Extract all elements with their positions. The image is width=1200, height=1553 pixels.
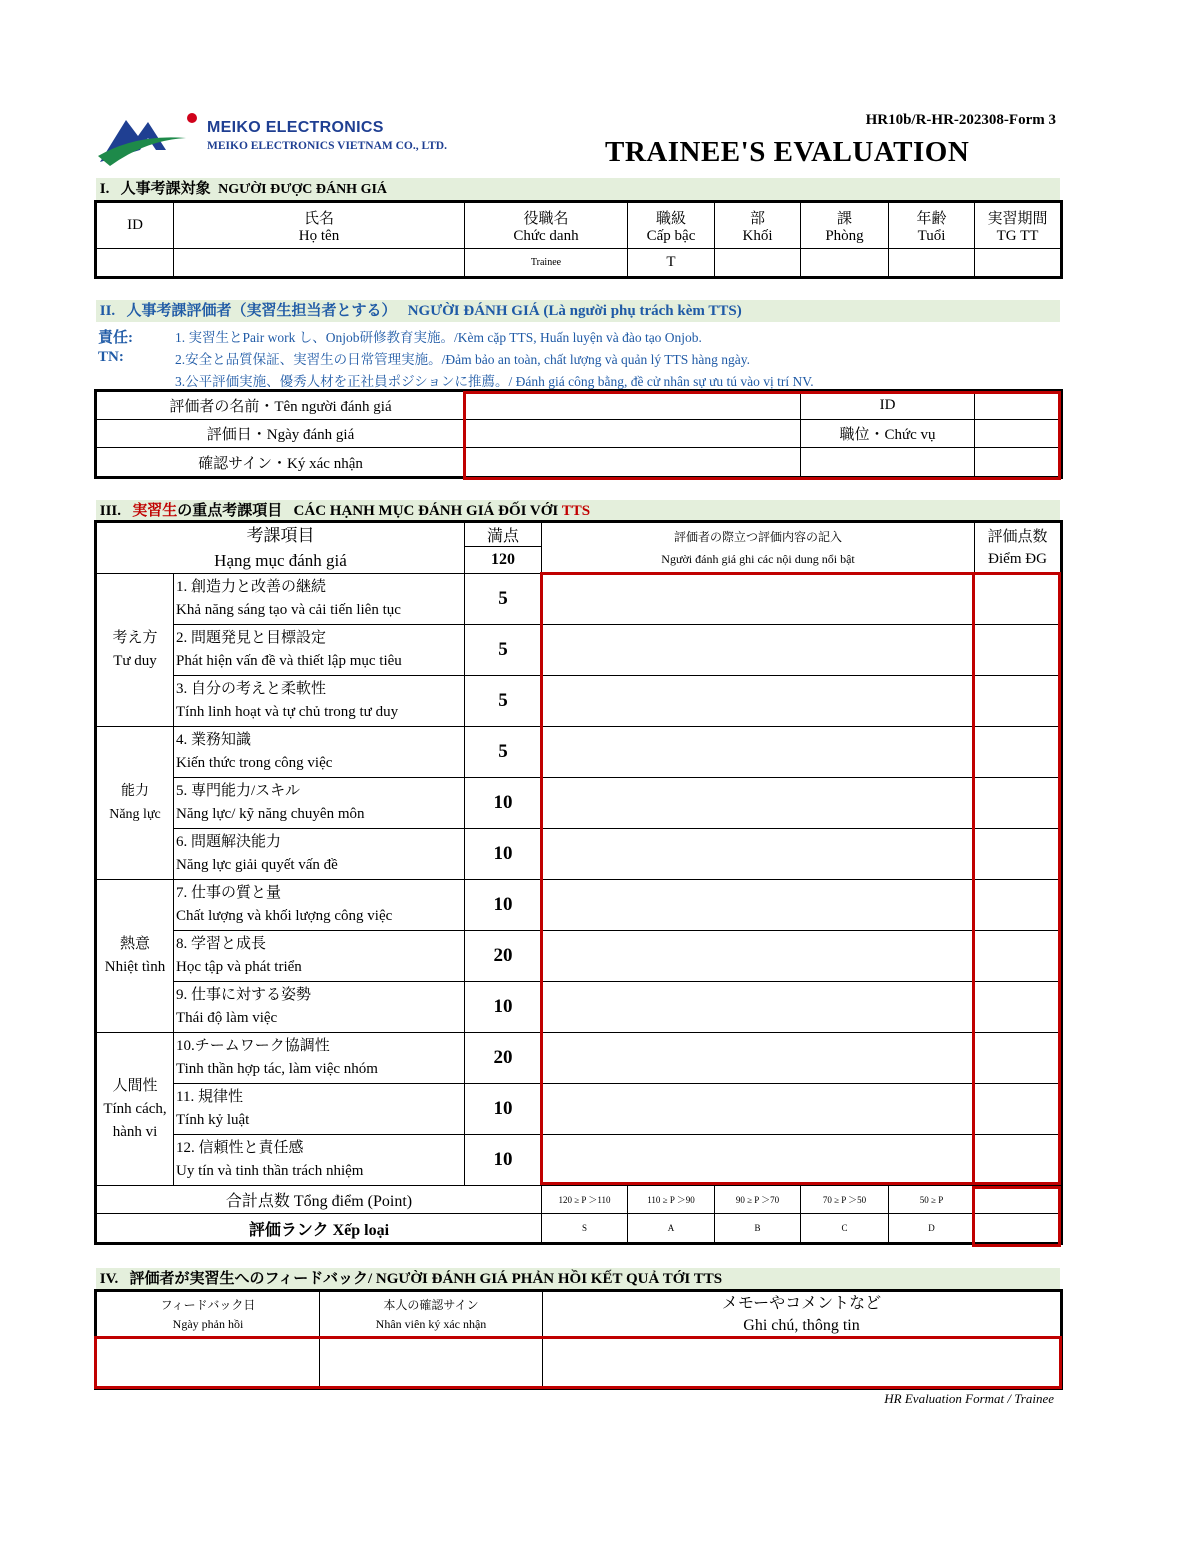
criterion-12: 12. 信頼性と責任感 Uy tín và tinh thần trách nhiệm [174,1135,465,1186]
section-3-number: III. [99,503,122,519]
duty-2: 2.安全と品質保証、実習生の日常管理実施。/Đảm bảo an toàn, chất lượng và quản lý TTS hàng ngày. [175,352,751,367]
duty-1: 1. 実習生とPair work し、Onjob研修教育実施。/Kèm cặp TTS, Huấn luyện và đào tạo Onjob. [175,330,702,345]
rank-label: 評価ランク Xếp loại [97,1214,542,1243]
criterion-12-max: 10 [465,1135,542,1186]
criterion-3-score[interactable] [975,676,1061,727]
criterion-2: 2. 問題発見と目標設定 Phát hiện vấn đề và thiết lập mục tiêu [174,625,465,676]
criterion-8-comment[interactable] [542,931,975,982]
page-title: TRAINEE'S EVALUATION [605,136,970,168]
col-age: 年齢 Tuổi [889,203,975,249]
section-3-title-vn-red: TTS [561,503,591,519]
criterion-8-max: 20 [465,931,542,982]
evaluator-position-label: 職位・Chức vụ [801,420,975,448]
criterion-2-score[interactable] [975,625,1061,676]
col-name: 氏名 Họ tên [174,203,465,249]
criterion-10: 10.チームワーク協調性 Tinh thần hợp tác, làm việc nhóm [174,1033,465,1084]
criterion-6-max: 10 [465,829,542,880]
footer-note: HR Evaluation Format / Trainee [884,1391,1054,1406]
criterion-4: 4. 業務知識 Kiến thức trong công việc [174,727,465,778]
cell-name-value[interactable] [174,249,465,277]
criterion-7-max: 10 [465,880,542,931]
cell-age-value[interactable] [889,249,975,277]
criterion-1: 1. 創造力と改善の継続 Khả năng sáng tạo và cải tiến liên tục [174,574,465,625]
notes-input[interactable] [543,1338,1061,1388]
section-1-number: I. [99,181,110,197]
head-score: 評価点数 Điểm ĐG [975,523,1061,574]
cell-position-value: Trainee [465,249,628,277]
evaluator-extra-2[interactable] [975,448,1061,477]
range-a: 110 ≥ P ＞90 [628,1186,715,1214]
col-trainee-sign: 本人の確認サイン Nhân viên ký xác nhận [320,1292,543,1338]
section-1-title-vn: NGƯỜI ĐƯỢC ĐÁNH GIÁ [218,182,388,197]
evaluator-name-input[interactable] [465,392,801,420]
evaluation-date-label: 評価日・Ngày đánh giá [97,420,465,448]
evaluator-sign-input[interactable] [465,448,801,477]
section-3-title-jp: の重点考課項目 [177,503,283,519]
criterion-7: 7. 仕事の質と量 Chất lượng và khối lượng công việc [174,880,465,931]
criterion-1-comment[interactable] [542,574,975,625]
section-2-number: II. [99,303,116,319]
evaluator-table [96,391,1061,477]
col-id: ID [97,203,174,249]
range-d: 50 ≥ P [889,1186,975,1214]
criterion-11-comment[interactable] [542,1084,975,1135]
criterion-5-score[interactable] [975,778,1061,829]
total-label: 合計点数 Tổng điểm (Point) [97,1186,542,1214]
trainee-sign-input[interactable] [320,1338,543,1388]
criterion-7-score[interactable] [975,880,1061,931]
feedback-table [96,1291,1061,1388]
criterion-2-comment[interactable] [542,625,975,676]
criterion-10-max: 20 [465,1033,542,1084]
brand-name: MEIKO ELECTRONICS [207,119,384,136]
criterion-12-comment[interactable] [542,1135,975,1186]
criterion-8-score[interactable] [975,931,1061,982]
col-period: 実習期間 TG TT [975,203,1061,249]
head-item: 考課項目 Hạng mục đánh giá [97,523,465,574]
rank-s: S [542,1214,628,1243]
range-b: 90 ≥ P ＞70 [715,1186,801,1214]
section-3-title-vn: CÁC HẠNH MỤC ĐÁNH GIÁ ĐỐI VỚI [293,503,559,519]
criterion-5-max: 10 [465,778,542,829]
criterion-2-max: 5 [465,625,542,676]
evaluator-sign-label: 確認サイン・Ký xác nhận [97,448,465,477]
criterion-10-score[interactable] [975,1033,1061,1084]
total-score[interactable] [975,1186,1061,1214]
group-thinking: 考え方 Tư duy [97,574,174,727]
trainee-info-table [96,202,1061,277]
rank-d: D [889,1214,975,1243]
cell-department-value[interactable] [801,249,889,277]
criterion-9-score[interactable] [975,982,1061,1033]
criterion-9: 9. 仕事に対する姿勢 Thái độ làm việc [174,982,465,1033]
responsibility-label-vn: TN: [98,349,124,365]
evaluator-name-label: 評価者の名前・Tên người đánh giá [97,392,465,420]
criterion-3-comment[interactable] [542,676,975,727]
criterion-8: 8. 学習と成長 Học tập và phát triển [174,931,465,982]
criterion-11-max: 10 [465,1084,542,1135]
criterion-1-max: 5 [465,574,542,625]
group-ability: 能力 Năng lực [97,727,174,880]
section-2-title-vn: NGƯỜI ĐÁNH GIÁ (Là người phụ trách kèm TTS) [407,303,742,319]
evaluator-extra-1[interactable] [801,448,975,477]
col-position: 役職名 Chức danh [465,203,628,249]
section-4-header [96,1268,1060,1290]
evaluator-id-label: ID [801,392,975,420]
section-4-title-jp: 評価者が実習生へのフィードバック [129,1271,369,1287]
evaluation-date-input[interactable] [465,420,801,448]
rank-a: A [628,1214,715,1243]
evaluator-position-input[interactable] [975,420,1061,448]
responsibility-label-jp: 責任: [98,330,133,346]
range-s: 120 ≥ P ＞110 [542,1186,628,1214]
section-3-title-jp-red: 実習生 [132,503,178,519]
col-division: 部 Khối [715,203,801,249]
criterion-6-score[interactable] [975,829,1061,880]
cell-period-value[interactable] [975,249,1061,277]
evaluator-id-input[interactable] [975,392,1061,420]
criterion-4-max: 5 [465,727,542,778]
criterion-3-max: 5 [465,676,542,727]
criterion-5-comment[interactable] [542,778,975,829]
section-4-title-vn: / NGƯỜI ĐÁNH GIÁ PHẢN HỒI KẾT QUẢ TỚI TTS [368,1271,723,1287]
group-character: 人間性 Tính cách, hành vi [97,1033,174,1186]
feedback-date-input[interactable] [97,1338,320,1388]
criterion-12-score[interactable] [975,1135,1061,1186]
criterion-6: 6. 問題解決能力 Năng lực giải quyết vấn đề [174,829,465,880]
section-2-header [96,300,1060,322]
rank-b: B [715,1214,801,1243]
col-feedback-date: フィードバック日 Ngày phản hồi [97,1292,320,1338]
criterion-6-comment[interactable] [542,829,975,880]
section-1-header [96,178,1060,200]
section-2-title-jp: 人事考課評価者（実習生担当者とする） [126,303,397,319]
cell-id-value[interactable] [97,249,174,277]
meiko-logo-mark [96,110,206,170]
cell-division-value[interactable] [715,249,801,277]
criterion-5: 5. 専門能力/スキル Năng lực/ kỹ năng chuyên môn [174,778,465,829]
criterion-9-comment[interactable] [542,982,975,1033]
col-grade: 職級 Cấp bậc [628,203,715,249]
form-code: HR10b/R-HR-202308-Form 3 [865,112,1056,128]
criterion-3: 3. 自分の考えと柔軟性 Tính linh hoạt và tự chủ trong tư duy [174,676,465,727]
criterion-4-score[interactable] [975,727,1061,778]
criterion-11-score[interactable] [975,1084,1061,1135]
rank-c: C [801,1214,889,1243]
criterion-7-comment[interactable] [542,880,975,931]
section-3-header [96,500,1060,522]
cell-grade-value: T [628,249,715,277]
range-c: 70 ≥ P ＞50 [801,1186,889,1214]
criterion-1-score[interactable] [975,574,1061,625]
criterion-9-max: 10 [465,982,542,1033]
head-max-jp: 満点 [465,523,542,547]
group-enthusiasm: 熱意 Nhiệt tình [97,880,174,1033]
rank-result[interactable] [975,1214,1061,1243]
brand-subtitle: MEIKO ELECTRONICS VIETNAM CO., LTD. [207,140,447,152]
duty-3: 3.公平評価実施、優秀人材を正社員ポジションに推薦。/ Đánh giá công bằng, đề cử nhân sự ưu tú vào vị trí NV. [175,374,814,389]
criterion-10-comment[interactable] [542,1033,975,1084]
head-comment: 評価者の際立つ評価内容の記入 Người đánh giá ghi các nội dung nổi bật [542,523,975,574]
section-4-number: IV. [99,1271,119,1287]
section-1-title-jp: 人事考課対象 [120,181,211,197]
col-department: 課 Phòng [801,203,889,249]
col-notes: メモーやコメントなど Ghi chú, thông tin [543,1292,1061,1338]
criterion-11: 11. 規律性 Tính kỷ luật [174,1084,465,1135]
criterion-4-comment[interactable] [542,727,975,778]
head-max-value: 120 [465,547,542,574]
criteria-table [96,522,1061,1243]
